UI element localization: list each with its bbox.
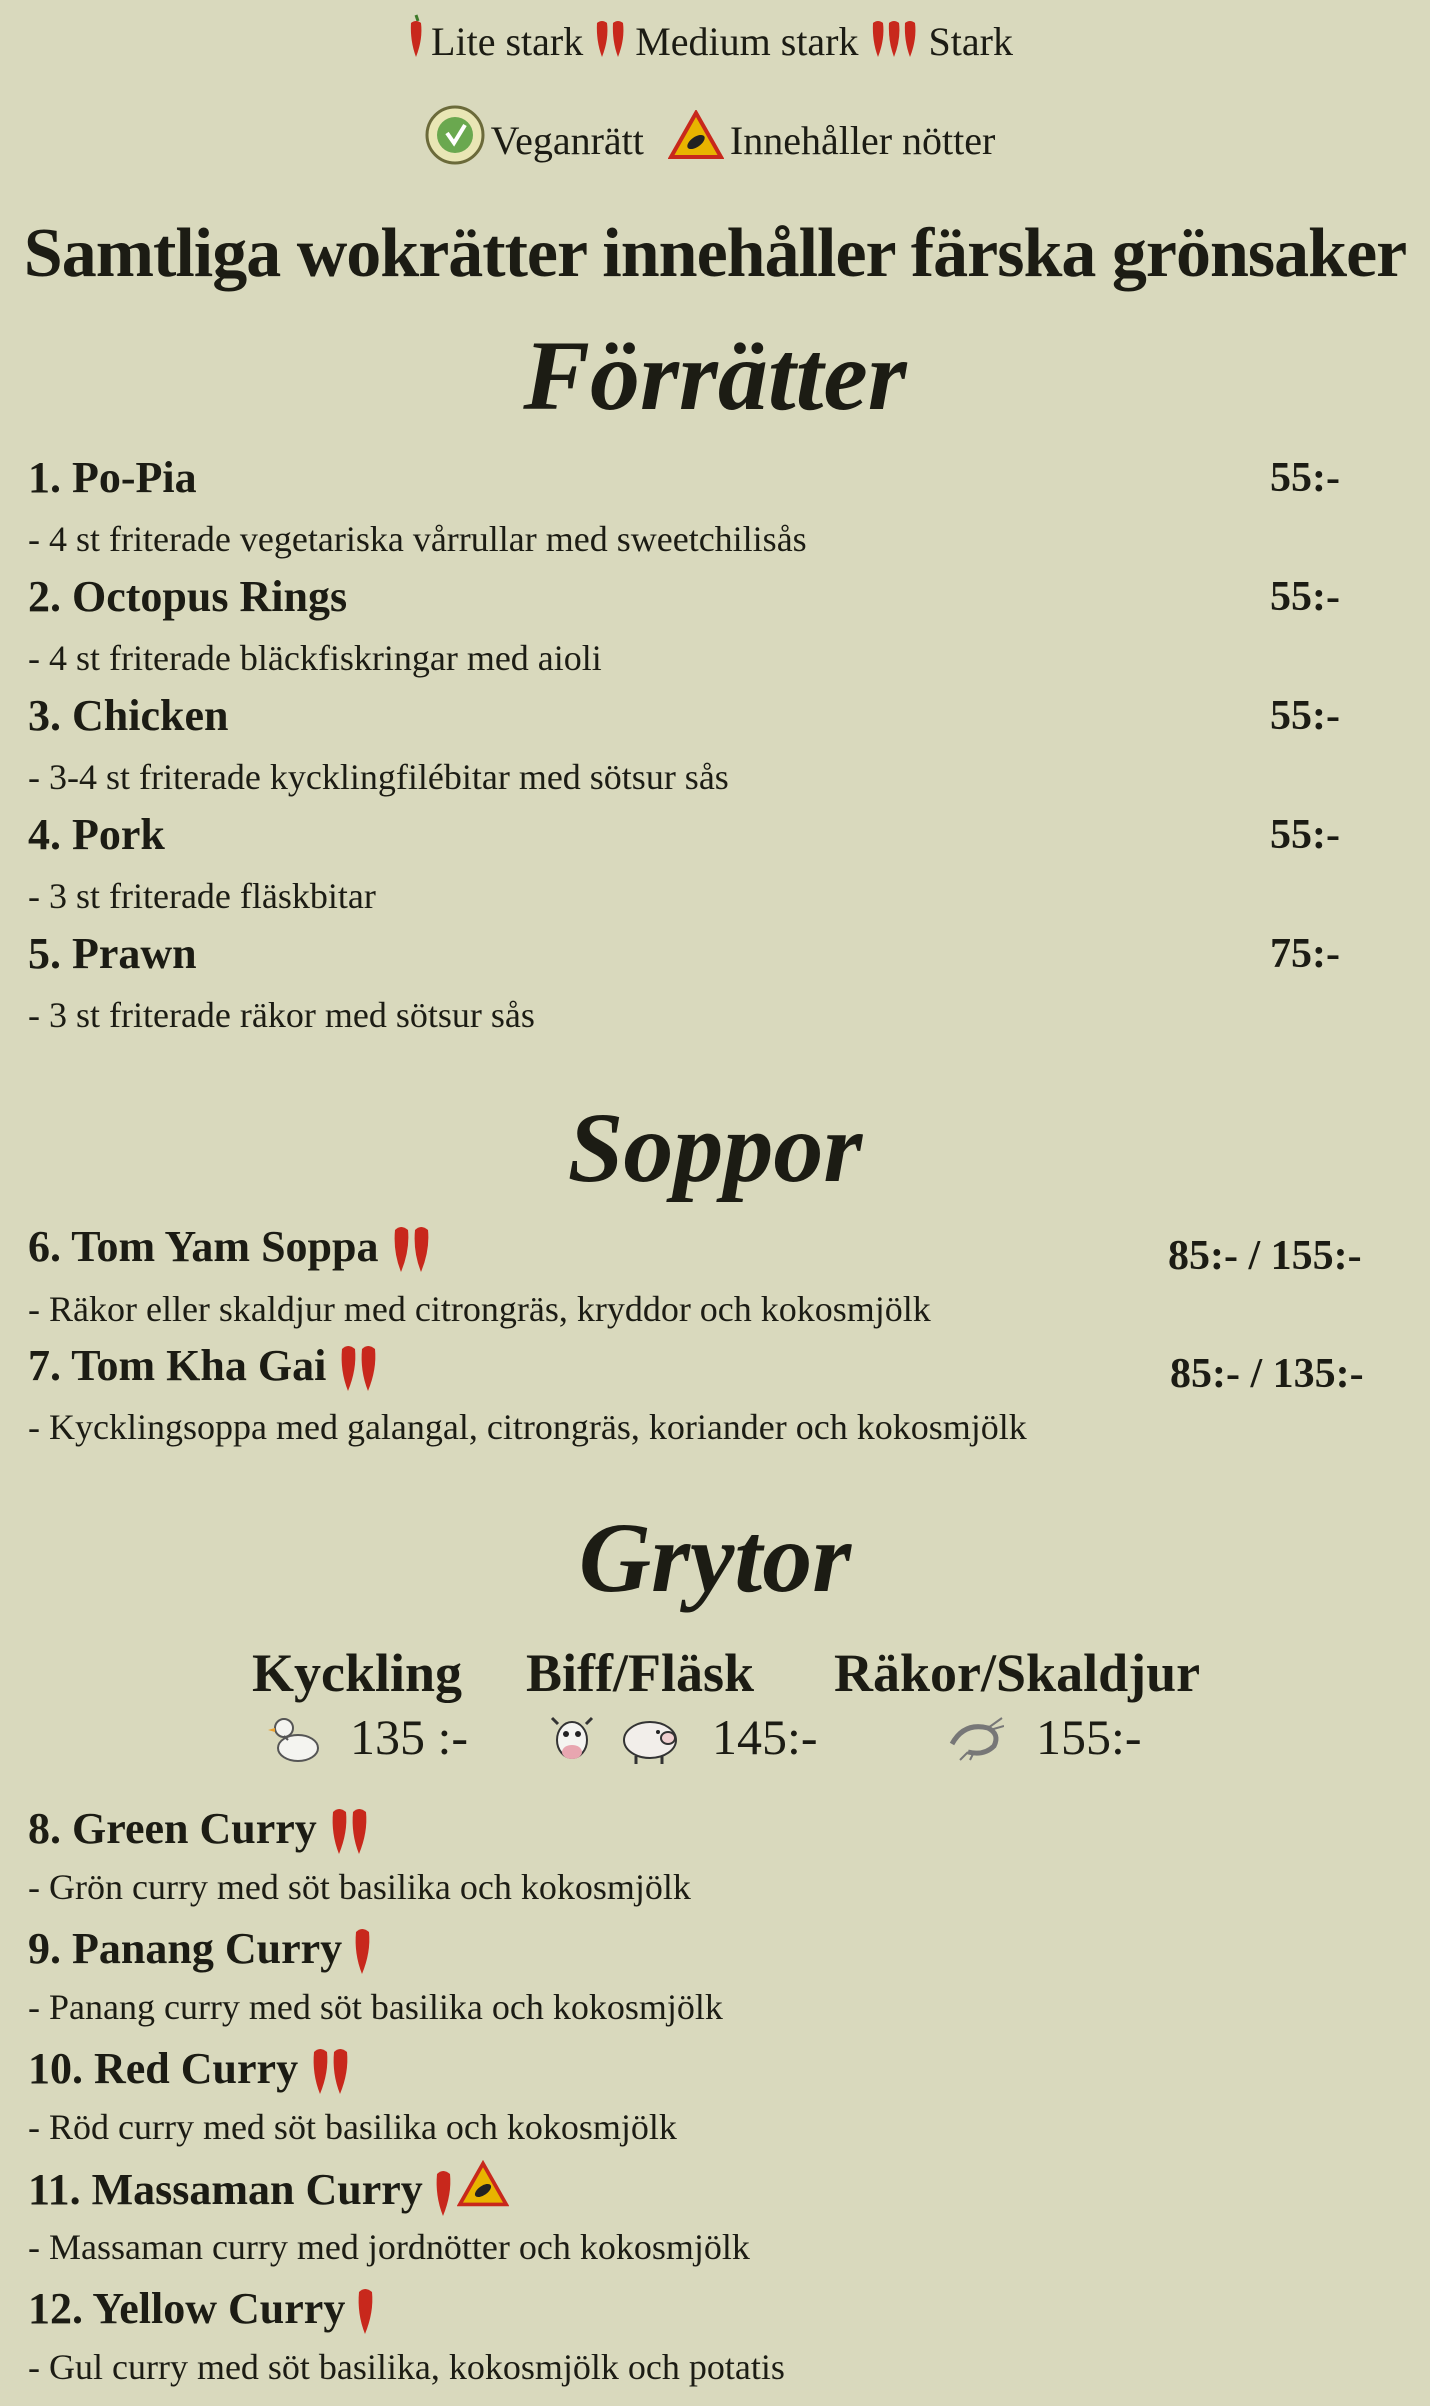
- cow-icon: [548, 1712, 596, 1771]
- starter-price-1: 55:-: [1270, 455, 1340, 501]
- spice-legend: [0, 18, 1430, 64]
- legend-hot: Stark: [928, 18, 1013, 64]
- starter-desc-3: - 3-4 st friterade kycklingfilébitar med sötsur sås: [28, 757, 729, 797]
- legend-medium: Medium stark: [635, 18, 859, 64]
- chili-icon: [308, 2040, 354, 2096]
- headline: Samtliga wokrätter innehåller färska grönsaker: [23, 215, 1407, 292]
- soup-title-6: 6. Tom Yam Soppa: [28, 1221, 379, 1271]
- stew-desc-10: - Röd curry med söt basilika och kokosmjölk: [28, 2107, 677, 2147]
- stew-desc-8: - Grön curry med söt basilika och kokosmjölk: [28, 1867, 691, 1907]
- starter-desc-1: - 4 st friterade vegetariska vårrullar med sweetchilisås: [28, 519, 807, 559]
- diet-legend: [0, 108, 1430, 172]
- protein-shrimp: Räkor/Skaldjur: [834, 1643, 1201, 1703]
- section-starters: Förrätter: [523, 320, 907, 431]
- chili-icon: [593, 13, 629, 69]
- protein-beef-pork: Biff/Fläsk: [526, 1643, 755, 1703]
- nuts-icon: [457, 2160, 509, 2219]
- starter-price-4: 55:-: [1270, 812, 1340, 858]
- nuts-icon: [668, 110, 724, 170]
- soup-price-7: 85:- / 135:-: [1170, 1351, 1364, 1397]
- chili-icon: [869, 13, 923, 69]
- soup-price-6: 85:- / 155:-: [1168, 1233, 1362, 1279]
- starter-price-3: 55:-: [1270, 693, 1340, 739]
- chili-icon: [336, 1337, 382, 1393]
- pig-icon: [618, 1712, 682, 1771]
- soup-item-6: [28, 1218, 435, 1274]
- chili-icon: [407, 13, 425, 69]
- stew-item-10: [28, 2040, 354, 2096]
- vegan-icon: [425, 105, 485, 175]
- starter-price-2: 55:-: [1270, 574, 1340, 620]
- starter-title-3: 3. Chicken: [28, 691, 229, 740]
- legend-nuts: Innehåller nötter: [729, 117, 996, 163]
- protein-price-chicken: 135 :-: [350, 1709, 469, 1765]
- stew-title-9: 9. Panang Curry: [28, 1923, 343, 1973]
- protein-price-shrimp: 155:-: [1036, 1709, 1142, 1765]
- starter-title-4: 4. Pork: [28, 810, 165, 859]
- stew-title-10: 10. Red Curry: [28, 2043, 299, 2093]
- section-soups: Soppor: [567, 1092, 863, 1203]
- chili-icon: [355, 2280, 379, 2336]
- protein-chicken: Kyckling: [252, 1643, 463, 1703]
- soup-title-7: 7. Tom Kha Gai: [28, 1340, 327, 1390]
- starter-desc-5: - 3 st friterade räkor med sötsur sås: [28, 995, 535, 1035]
- shrimp-icon: [944, 1714, 1004, 1767]
- starter-desc-2: - 4 st friterade bläckfiskringar med aioli: [28, 638, 602, 678]
- stew-title-11: 11. Massaman Curry: [28, 2165, 423, 2214]
- stew-title-8: 8. Green Curry: [28, 1803, 317, 1853]
- legend-mild: Lite stark: [431, 18, 584, 64]
- stew-desc-12: - Gul curry med söt basilika, kokosmjölk och potatis: [28, 2347, 785, 2387]
- stew-item-9: [28, 1920, 376, 1976]
- soup-desc-7: - Kycklingsoppa med galangal, citrongräs, koriander och kokosmjölk: [28, 1407, 1027, 1447]
- starter-title-5: 5. Prawn: [28, 929, 197, 978]
- stew-title-12: 12. Yellow Curry: [28, 2283, 346, 2333]
- soup-desc-6: - Räkor eller skaldjur med citrongräs, kryddor och kokosmjölk: [28, 1289, 931, 1329]
- starter-desc-4: - 3 st friterade fläskbitar: [28, 876, 376, 916]
- protein-price-beef-pork: 145:-: [712, 1709, 818, 1765]
- stew-item-11: [28, 2160, 509, 2219]
- soup-item-7: [28, 1337, 382, 1393]
- stew-desc-9: - Panang curry med söt basilika och kokosmjölk: [28, 1987, 723, 2027]
- stew-desc-11: - Massaman curry med jordnötter och kokosmjölk: [28, 2227, 750, 2267]
- starter-title-2: 2. Octopus Rings: [28, 572, 348, 621]
- chili-icon: [352, 1920, 376, 1976]
- stew-item-12: [28, 2280, 379, 2336]
- legend-vegan: Veganrätt: [490, 117, 644, 163]
- chili-icon: [327, 1800, 373, 1856]
- starter-price-5: 75:-: [1270, 931, 1340, 977]
- duck-icon: [264, 1708, 324, 1773]
- starter-title-1: 1. Po-Pia: [28, 453, 197, 502]
- stew-item-8: [28, 1800, 373, 1856]
- chili-icon: [389, 1218, 435, 1274]
- chili-icon: [433, 2162, 457, 2218]
- section-stews: Grytor: [578, 1502, 852, 1613]
